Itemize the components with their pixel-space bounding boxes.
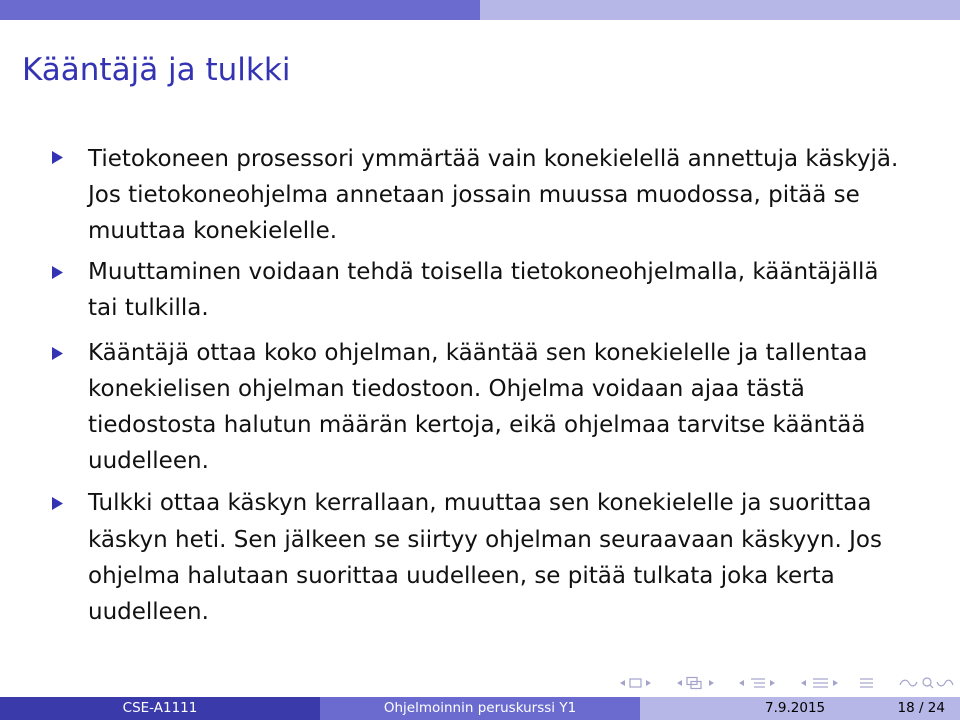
nav-document-icon[interactable] xyxy=(860,679,873,687)
footer-course-code: CSE-A1111 xyxy=(0,697,320,720)
nav-section-prev-icon[interactable] xyxy=(801,680,806,686)
bullet-triangle-icon xyxy=(52,151,63,164)
bullet-text-line: ohjelma halutaan suorittaa uudelleen, se pitää tulkata joka kerta xyxy=(88,563,835,589)
bullet-triangle-icon xyxy=(52,347,63,360)
bullet-text-line: muuttaa konekielelle. xyxy=(88,218,338,244)
bullet-text-line: tiedostosta halutun määrän kertoja, eikä ohjelmaa tarvitse kääntää xyxy=(88,412,866,438)
bullet-text-line: uudelleen. xyxy=(88,448,209,474)
nav-forward-icon[interactable] xyxy=(937,680,953,686)
frame-title: Kääntäjä ja tulkki xyxy=(22,52,291,88)
headline-left-bar xyxy=(0,0,480,20)
bullet-text-line: Tulkki ottaa käskyn kerrallaan, muuttaa sen konekielelle ja suorittaa xyxy=(88,490,872,516)
nav-subsection-icon[interactable] xyxy=(751,679,765,687)
bullet-text-line: Kääntäjä ottaa koko ohjelman, kääntää sen konekielelle ja tallentaa xyxy=(88,340,868,366)
nav-search-icon[interactable] xyxy=(923,678,933,688)
bullet-text-line: konekielisen ohjelman tiedostoon. Ohjelma voidaan ajaa tästä xyxy=(88,376,805,402)
nav-frame-icon[interactable] xyxy=(687,678,701,689)
bullet-text-line: Tietokoneen prosessori ymmärtää vain konekielellä annettuja käskyjä. xyxy=(88,146,899,172)
bullet-text-line: Muuttaminen voidaan tehdä toisella tietokoneohjelmalla, kääntäjällä xyxy=(88,259,879,285)
bullet-triangle-icon xyxy=(52,497,63,510)
nav-section-icon[interactable] xyxy=(813,679,828,687)
bullet-text-line: tai tulkilla. xyxy=(88,295,209,321)
nav-frame-next-icon[interactable] xyxy=(709,680,714,686)
bullet-text-line: uudelleen. xyxy=(88,599,209,625)
nav-section-next-icon[interactable] xyxy=(833,680,838,686)
bullet-triangle-icon xyxy=(52,266,63,279)
nav-slide-next-icon[interactable] xyxy=(646,680,651,686)
footer-date-page-box xyxy=(640,697,960,720)
bullet-text-line: Jos tietokoneohjelma annetaan jossain muussa muodossa, pitää se xyxy=(88,182,860,208)
bullet-text-line: käskyn heti. Sen jälkeen se siirtyy ohjelman seuraavaan käskyyn. Jos xyxy=(88,527,882,553)
nav-subsection-prev-icon[interactable] xyxy=(739,680,744,686)
nav-subsection-next-icon[interactable] xyxy=(770,680,775,686)
headline-right-bar xyxy=(480,0,960,20)
navigation-symbols xyxy=(612,674,956,692)
footer-course-name: Ohjelmoinnin peruskurssi Y1 xyxy=(320,697,640,720)
nav-slide-prev-icon[interactable] xyxy=(620,680,625,686)
nav-back-icon[interactable] xyxy=(900,680,917,686)
nav-slide-icon[interactable] xyxy=(630,679,641,687)
footer-page-number: 18 / 24 xyxy=(897,700,945,716)
nav-frame-prev-icon[interactable] xyxy=(677,680,682,686)
footer-date: 7.9.2015 xyxy=(765,700,826,716)
